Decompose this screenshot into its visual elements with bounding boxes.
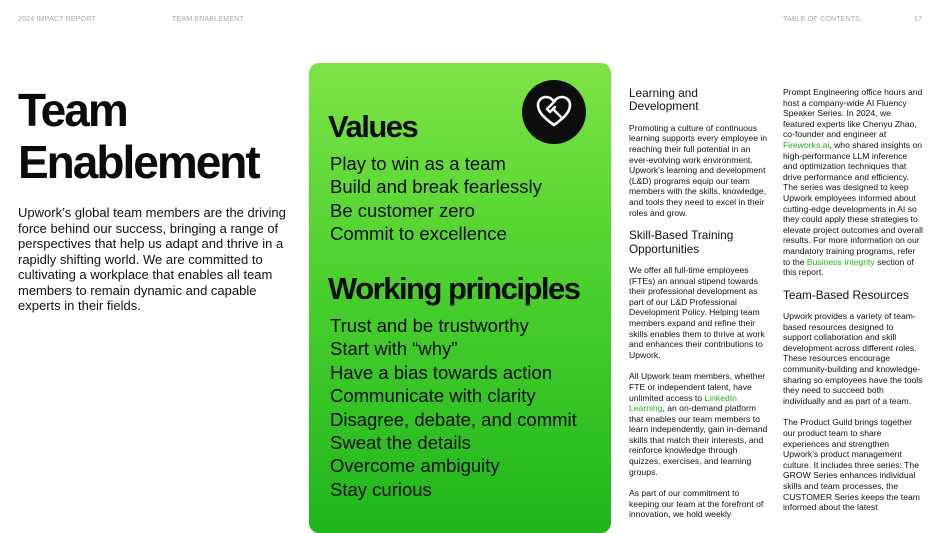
working-principles-heading: Working principles [328,271,580,306]
principle-item: Disagree, debate, and commit [330,408,577,430]
principle-item: Start with “why” [330,338,458,360]
value-item: Be customer zero [330,199,475,221]
values-heading: Values [328,109,418,144]
page-title-line1: Team [18,84,127,136]
principle-item: Trust and be trustworthy [330,315,529,336]
paragraph-text: , who shared insights on high-performance LLM inference and optimization techniques that drive performance and efficiency. The series was designed to keep Upwork employees informed about cutting-edge developments in AI so they could apply these strategies to elevate project outcomes and overall results. For more information on our mandatory training programs, refer to the [783,139,923,267]
business-integrity-link[interactable]: Business Integrity [806,256,875,267]
paragraph-text: section of this report. [783,256,914,278]
values-list [330,152,542,246]
learning-heading: Learning and Development [629,86,699,114]
paragraph-text: , an on-demand platform that enables our team members to learn independently, gain in-demand skills that match their interests, and reinforce knowledge through quizzes, exercises, and learning groups. [629,403,768,477]
resources-paragraph: Upwork provides a variety of team-based resources designed to support collaboration and skill development across different roles. These resources encourage community-building and knowledge-sharing so employees have the tools they need to succeed both individually and as part of a team. [783,311,923,406]
value-item: Commit to excellence [330,223,507,245]
header-section-label: TEAM ENABLEMENT [172,16,244,23]
resources-column [783,87,923,524]
paragraph-text: Prompt Engineering office hours and host a company-wide AI Fluency Speaker Series. In 2024, we featured experts like Chenyu Zhao, co-founder and engineer at [783,87,923,140]
team-resources-heading: Team-Based Resources [783,287,909,302]
linkedin-learning-link[interactable]: LinkedIn Learning [629,392,737,414]
header-report-label: 2024 IMPACT REPORT [18,16,96,23]
paragraph-text: All Upwork team members, whether FTE or independent talent, have unlimited access to [629,371,766,403]
speaker-series-paragraph [783,87,923,278]
innovation-paragraph: As part of our commitment to keeping our team at the forefront of innovation, we hold weekly [629,488,764,520]
page-title [18,84,259,188]
skill-training-heading: Skill-Based Training Opportunities [629,228,734,256]
page-number: 17 [914,16,923,23]
fireworks-ai-link[interactable]: Fireworks.ai [783,139,830,150]
principle-item: Sweat the details [330,431,471,453]
product-guild-paragraph: The Product Guild brings together our product team to share experiences and strengthen Upwork’s product management culture. It includes three series: The GROW Series enhances individual skills and team processes, the CUSTOMER Series keeps the team informed about the latest [783,417,920,513]
value-item: Build and break fearlessly [330,176,542,198]
table-of-contents-link[interactable]: TABLE OF CONTENTS [783,16,861,23]
principle-item: Stay curious [330,478,432,500]
principles-list [330,314,577,501]
value-item: Play to win as a team [330,153,506,174]
intro-paragraph: Upwork’s global team members are the driving force behind our success, bringing a range of perspectives that help us adapt and thrive in a rapidly shifting world. We are committed to cultivating a workplace that enables all team members to remain dynamic and capable experts in their fields. [18,205,286,313]
principle-item: Have a bias towards action [330,361,553,383]
page-title-line2: Enablement [18,136,259,188]
heart-handshake-icon [522,80,586,144]
learning-column [629,87,768,531]
linkedin-paragraph [629,371,768,477]
values-card [309,63,611,533]
principle-item: Overcome ambiguity [330,455,500,477]
principle-item: Communicate with clarity [330,385,536,407]
learning-paragraph: Promoting a culture of continuous learning supports every employee in reaching their full potential in an ever-evolving work environment. Upwork’s learning and development (L&D) programs equip our team members with the skills, knowledge, and tools they need to excel in their roles and grow. [629,122,768,218]
stipend-paragraph: We offer all full-time employees (FTEs) an annual stipend towards their professional development as part of our L&D Professional Development Policy. Helping team members expand and refine their skills enables them to thrive at work and enhances their contributions to Upwork. [629,264,765,360]
